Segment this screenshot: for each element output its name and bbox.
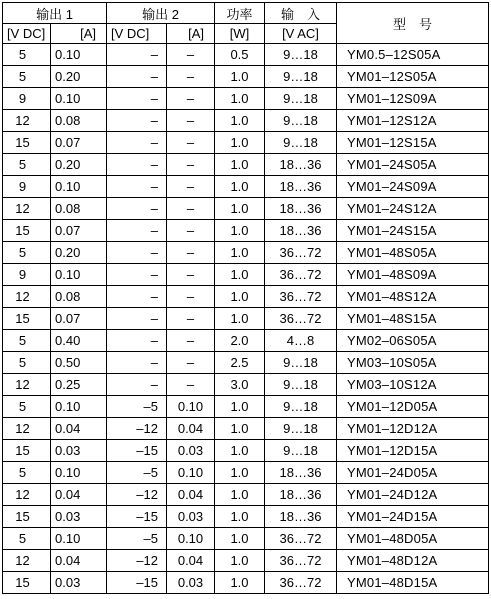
cell-output1-voltage: 5 [3,462,51,484]
cell-output1-current: 0.10 [51,462,107,484]
cell-output1-current: 0.20 [51,66,107,88]
cell-output2-current: – [167,44,215,66]
cell-output1-current: 0.03 [51,440,107,462]
cell-output1-current: 0.07 [51,308,107,330]
table-header [3,3,489,44]
cell-input-range: 4…8 [265,330,337,352]
cell-output1-current: 0.50 [51,352,107,374]
table-row [3,88,489,110]
cell-output1-voltage: 5 [3,396,51,418]
cell-output1-current: 0.07 [51,132,107,154]
cell-output2-current: – [167,374,215,396]
cell-model: YM01–24S15A [337,220,489,242]
cell-model: YM01–48S12A [337,286,489,308]
cell-model: YM01–48D15A [337,572,489,594]
cell-power: 1.0 [215,220,265,242]
table-row [3,528,489,550]
cell-output2-current: – [167,110,215,132]
cell-model: YM01–24S05A [337,154,489,176]
cell-power: 3.0 [215,374,265,396]
header-output2-voltage-unit: [V DC] [107,24,167,44]
cell-output1-current: 0.10 [51,396,107,418]
cell-output2-current: 0.10 [167,462,215,484]
cell-input-range: 9…18 [265,44,337,66]
cell-output2-current: – [167,264,215,286]
cell-power: 1.0 [215,308,265,330]
cell-output2-voltage: – [107,66,167,88]
table-row [3,44,489,66]
cell-model: YM01–24D15A [337,506,489,528]
cell-power: 1.0 [215,528,265,550]
header-output1-voltage-unit: [V DC] [3,24,51,44]
header-input-unit: [V AC] [265,24,337,44]
cell-input-range: 36…72 [265,286,337,308]
header-power-unit: [W] [215,24,265,44]
cell-output2-voltage: –5 [107,462,167,484]
cell-power: 1.0 [215,572,265,594]
cell-model: YM03–10S05A [337,352,489,374]
cell-output2-current: – [167,220,215,242]
cell-power: 1.0 [215,242,265,264]
cell-input-range: 9…18 [265,132,337,154]
cell-output1-current: 0.20 [51,154,107,176]
cell-output1-current: 0.20 [51,242,107,264]
cell-output2-voltage: – [107,308,167,330]
cell-output1-voltage: 12 [3,198,51,220]
cell-input-range: 9…18 [265,88,337,110]
cell-power: 1.0 [215,88,265,110]
table-row [3,550,489,572]
cell-output2-current: 0.10 [167,528,215,550]
cell-output2-current: – [167,352,215,374]
cell-output2-voltage: –15 [107,572,167,594]
cell-input-range: 18…36 [265,220,337,242]
cell-model: YM01–12S05A [337,66,489,88]
table-row [3,154,489,176]
cell-power: 1.0 [215,132,265,154]
cell-output2-voltage: –12 [107,484,167,506]
cell-output1-voltage: 5 [3,242,51,264]
cell-power: 1.0 [215,154,265,176]
cell-output2-voltage: –5 [107,528,167,550]
cell-output1-current: 0.10 [51,176,107,198]
cell-model: YM01–24S09A [337,176,489,198]
cell-output2-voltage: – [107,198,167,220]
cell-output1-current: 0.10 [51,44,107,66]
table-row [3,396,489,418]
cell-model: YM01–48D12A [337,550,489,572]
cell-output2-current: – [167,330,215,352]
cell-model: YM03–10S12A [337,374,489,396]
cell-output2-current: 0.03 [167,572,215,594]
cell-output2-current: – [167,66,215,88]
cell-output1-voltage: 12 [3,110,51,132]
cell-output1-voltage: 5 [3,44,51,66]
cell-power: 2.0 [215,330,265,352]
table-row [3,418,489,440]
cell-input-range: 36…72 [265,264,337,286]
cell-output2-voltage: – [107,352,167,374]
cell-input-range: 18…36 [265,176,337,198]
cell-output2-current: – [167,132,215,154]
cell-output1-current: 0.08 [51,286,107,308]
cell-output2-voltage: – [107,264,167,286]
cell-output1-voltage: 12 [3,286,51,308]
cell-power: 1.0 [215,264,265,286]
cell-power: 0.5 [215,44,265,66]
cell-output2-current: – [167,242,215,264]
cell-output2-voltage: – [107,374,167,396]
header-model: 型 号 [337,3,489,44]
cell-model: YM01–12D05A [337,396,489,418]
cell-output1-voltage: 5 [3,352,51,374]
table-row [3,286,489,308]
cell-output2-voltage: – [107,176,167,198]
cell-power: 2.5 [215,352,265,374]
cell-output1-voltage: 15 [3,220,51,242]
cell-output2-current: – [167,176,215,198]
cell-input-range: 18…36 [265,506,337,528]
cell-output2-current: 0.04 [167,484,215,506]
table-row [3,572,489,594]
cell-model: YM01–12S12A [337,110,489,132]
spec-table [2,2,489,594]
cell-model: YM01–24D05A [337,462,489,484]
cell-output1-current: 0.03 [51,506,107,528]
header-output1: 输出 1 [3,3,107,24]
table-row [3,484,489,506]
cell-power: 1.0 [215,506,265,528]
table-row [3,242,489,264]
cell-output1-voltage: 9 [3,264,51,286]
cell-output1-voltage: 9 [3,176,51,198]
cell-output2-voltage: – [107,44,167,66]
cell-output1-voltage: 12 [3,418,51,440]
cell-output1-current: 0.04 [51,484,107,506]
cell-model: YM01–48S05A [337,242,489,264]
cell-input-range: 9…18 [265,66,337,88]
table-row [3,66,489,88]
cell-power: 1.0 [215,286,265,308]
cell-model: YM01–12S09A [337,88,489,110]
table-row [3,330,489,352]
cell-output2-current: 0.04 [167,418,215,440]
cell-input-range: 36…72 [265,572,337,594]
cell-input-range: 9…18 [265,374,337,396]
cell-power: 1.0 [215,418,265,440]
cell-input-range: 36…72 [265,242,337,264]
cell-output1-current: 0.25 [51,374,107,396]
table-body [3,44,489,594]
table-row [3,352,489,374]
cell-input-range: 36…72 [265,308,337,330]
cell-power: 1.0 [215,484,265,506]
cell-output2-voltage: – [107,110,167,132]
cell-output2-voltage: – [107,330,167,352]
cell-model: YM01–48S09A [337,264,489,286]
cell-power: 1.0 [215,110,265,132]
cell-output2-voltage: – [107,88,167,110]
cell-input-range: 9…18 [265,396,337,418]
cell-output1-voltage: 12 [3,484,51,506]
cell-model: YM02–06S05A [337,330,489,352]
cell-input-range: 18…36 [265,154,337,176]
cell-power: 1.0 [215,462,265,484]
cell-output2-current: – [167,154,215,176]
cell-output1-voltage: 12 [3,374,51,396]
cell-output2-current: 0.03 [167,506,215,528]
table-row [3,264,489,286]
cell-power: 1.0 [215,66,265,88]
table-row [3,110,489,132]
table-row [3,132,489,154]
cell-output1-current: 0.10 [51,88,107,110]
cell-output1-current: 0.07 [51,220,107,242]
cell-output2-voltage: –12 [107,550,167,572]
cell-output1-current: 0.04 [51,550,107,572]
cell-input-range: 9…18 [265,110,337,132]
cell-output1-voltage: 15 [3,308,51,330]
header-output2: 输出 2 [107,3,215,24]
cell-input-range: 18…36 [265,484,337,506]
header-power: 功率 [215,3,265,24]
header-output1-current-unit: [A] [51,24,107,44]
cell-output1-current: 0.03 [51,572,107,594]
cell-power: 1.0 [215,198,265,220]
cell-output2-voltage: – [107,132,167,154]
cell-output2-current: – [167,286,215,308]
header-output2-current-unit: [A] [167,24,215,44]
cell-model: YM01–48D05A [337,528,489,550]
cell-output2-voltage: –15 [107,506,167,528]
cell-model: YM01–12D12A [337,418,489,440]
cell-output2-voltage: –12 [107,418,167,440]
cell-output1-voltage: 5 [3,154,51,176]
cell-output2-current: 0.04 [167,550,215,572]
cell-output2-current: – [167,88,215,110]
cell-output1-current: 0.08 [51,198,107,220]
cell-model: YM01–48S15A [337,308,489,330]
cell-output2-voltage: – [107,220,167,242]
cell-input-range: 36…72 [265,528,337,550]
cell-input-range: 9…18 [265,418,337,440]
cell-power: 1.0 [215,550,265,572]
cell-output2-voltage: –15 [107,440,167,462]
cell-output1-current: 0.04 [51,418,107,440]
cell-output1-voltage: 15 [3,572,51,594]
cell-input-range: 18…36 [265,462,337,484]
table-row [3,440,489,462]
table-row [3,220,489,242]
cell-output2-current: 0.03 [167,440,215,462]
cell-output1-current: 0.10 [51,528,107,550]
cell-model: YM0.5–12S05A [337,44,489,66]
cell-output1-current: 0.08 [51,110,107,132]
table-row [3,462,489,484]
cell-power: 1.0 [215,396,265,418]
cell-output1-voltage: 15 [3,132,51,154]
cell-input-range: 9…18 [265,440,337,462]
table-row [3,176,489,198]
cell-output2-current: 0.10 [167,396,215,418]
table-row [3,374,489,396]
cell-output1-voltage: 5 [3,66,51,88]
cell-output1-voltage: 15 [3,506,51,528]
table-row [3,198,489,220]
cell-output1-voltage: 15 [3,440,51,462]
cell-output1-current: 0.10 [51,264,107,286]
header-input: 输 入 [265,3,337,24]
cell-model: YM01–24S12A [337,198,489,220]
cell-model: YM01–12S15A [337,132,489,154]
table-row [3,506,489,528]
cell-output1-voltage: 5 [3,330,51,352]
cell-output2-voltage: – [107,242,167,264]
cell-output2-current: – [167,198,215,220]
cell-input-range: 18…36 [265,198,337,220]
cell-power: 1.0 [215,176,265,198]
cell-output2-voltage: – [107,286,167,308]
cell-power: 1.0 [215,440,265,462]
cell-output1-voltage: 5 [3,528,51,550]
cell-input-range: 9…18 [265,352,337,374]
cell-input-range: 36…72 [265,550,337,572]
cell-model: YM01–24D12A [337,484,489,506]
cell-output1-voltage: 12 [3,550,51,572]
table-row [3,308,489,330]
cell-output2-voltage: –5 [107,396,167,418]
cell-output2-current: – [167,308,215,330]
cell-output1-current: 0.40 [51,330,107,352]
cell-output1-voltage: 9 [3,88,51,110]
cell-model: YM01–12D15A [337,440,489,462]
cell-output2-voltage: – [107,154,167,176]
